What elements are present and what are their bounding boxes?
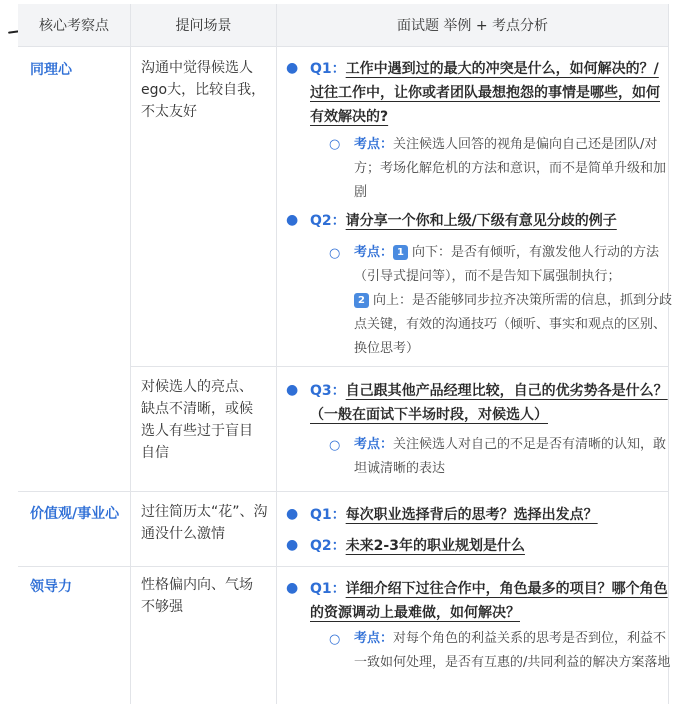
question-career-choice [310,503,670,527]
core-point-empathy: 同理心 [30,62,72,78]
header-core-point: 核心考察点 [18,4,130,46]
question-label: Q1： [310,507,346,523]
header-questions: 面试题 举例 + 考点分析 [277,4,668,46]
analysis-label: 考点： [354,437,394,452]
analysis-q1 [354,133,672,205]
sub-bullet-icon: ○ [329,137,341,152]
sub-bullet-icon: ○ [329,246,341,261]
scenario-ego: 沟通中觉得候选人ego大，比较自我，不太友好 [141,60,266,120]
row-divider [18,491,669,492]
analysis-label: 考点： [354,245,394,260]
question-q3-strengths [310,379,670,427]
question-label: Q3： [310,383,346,399]
column-divider [130,4,131,704]
interview-table [18,4,673,704]
row-divider [18,46,669,47]
analysis-q2 [354,241,672,361]
analysis-q3 [354,433,672,481]
core-point-values: 价值观/事业心 [30,506,120,522]
number-two-icon: 2 [354,293,369,308]
header-scenario: 提问场景 [131,4,276,46]
question-label: Q1： [310,61,346,77]
question-text: 请分享一个你和上级/下级有意见分歧的例子 [345,213,617,229]
analysis-text: 关注候选人对自己的不足是否有清晰的认知，敢坦诚清晰的表达 [354,437,667,476]
question-text: 未来2-3年的职业规划是什么 [345,538,525,554]
bullet-icon: ● [286,60,299,76]
question-q1-conflict [310,57,670,129]
question-label: Q1： [310,581,346,597]
bullet-icon: ● [286,580,299,596]
bullet-icon: ● [286,212,299,228]
question-career-plan [310,534,670,558]
scenario-resume: 过往简历太“花”、沟通没什么激情 [141,504,268,542]
analysis-downward: 向下：是否有倾听，有激发他人行动的方法（引导式提问等），而不是告知下属强制执行； [354,245,660,284]
question-text: 每次职业选择背后的思考？选择出发点？ [345,507,598,523]
analysis-label: 考点： [354,137,394,152]
number-one-icon: 1 [393,245,408,260]
question-label: Q2： [310,213,346,229]
sub-bullet-icon: ○ [329,438,341,453]
analysis-label: 考点： [354,631,394,646]
question-q2-disagreement [310,209,670,233]
scenario-self-awareness: 对候选人的亮点、缺点不清晰，或候选人有些过于盲目自信 [141,379,253,461]
sub-bullet-icon: ○ [329,632,341,647]
question-text: 详细介绍下过往合作中，角色最多的项目？哪个角色的资源调动上最难做，如何解决？ [310,581,668,621]
question-text: 工作中遇到过的最大的冲突是什么，如何解决的？/ 过往工作中，让你或者团队最想抱怨的事情是哪些，如何有效解决的? [310,61,660,125]
bullet-icon: ● [286,537,299,553]
scenario-introvert: 性格偏内向、气场不够强 [141,577,253,615]
bullet-icon: ● [286,382,299,398]
analysis-text: 关注候选人回答的视角是偏向自己还是团队/对方；考场化解危机的方法和意识，而不是简单升级和加剧 [354,137,667,200]
analysis-upward: 向上：是否能够同步拉齐决策所需的信息，抓到分歧点关键，有效的沟通技巧（倾听、事实和观点的区别、换位思考） [354,293,673,356]
column-divider [276,4,277,704]
row-divider [18,566,669,567]
core-point-leadership: 领导力 [30,579,72,595]
question-text: 自己跟其他产品经理比较，自己的优劣势各是什么？（一般在面试下半场时段，对候选人） [310,383,668,423]
row-divider [131,366,669,367]
analysis-text: 对每个角色的利益关系的思考是否到位，利益不一致如何处理，是否有互惠的/共同利益的解决方案落地 [354,631,671,670]
question-label: Q2： [310,538,346,554]
analysis-leadership [354,627,672,675]
question-collaboration [310,577,670,625]
bullet-icon: ● [286,506,299,522]
